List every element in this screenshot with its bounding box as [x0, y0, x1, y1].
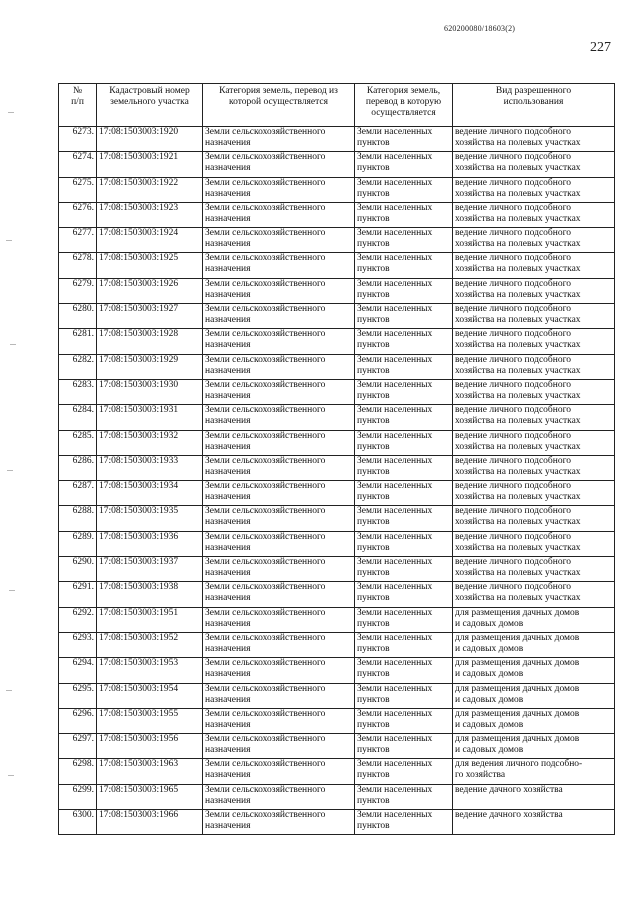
table-row — [59, 810, 615, 835]
to-category: Земли населенных пунктов — [355, 607, 453, 632]
from-category: Земли сельскохозяйственного назначения — [203, 708, 355, 733]
to-category: Земли населенных пунктов — [355, 278, 453, 303]
row-number: 6280. — [59, 304, 97, 329]
to-category: Земли населенных пунктов — [355, 354, 453, 379]
to-category: Земли населенных пунктов — [355, 582, 453, 607]
table-row — [59, 202, 615, 227]
cadastral-number: 17:08:1503003:1934 — [97, 481, 203, 506]
from-category: Земли сельскохозяйственного назначения — [203, 607, 355, 632]
permitted-use: ведение личного подсобного хозяйства на полевых участках — [453, 152, 615, 177]
row-number: 6292. — [59, 607, 97, 632]
cadastral-number: 17:08:1503003:1930 — [97, 379, 203, 404]
table-row — [59, 329, 615, 354]
row-number: 6273. — [59, 127, 97, 152]
cadastral-number: 17:08:1503003:1933 — [97, 455, 203, 480]
from-category: Земли сельскохозяйственного назначения — [203, 329, 355, 354]
from-category: Земли сельскохозяйственного назначения — [203, 152, 355, 177]
to-category: Земли населенных пунктов — [355, 810, 453, 835]
table-row — [59, 506, 615, 531]
from-category: Земли сельскохозяйственного назначения — [203, 506, 355, 531]
table-body — [59, 127, 615, 835]
to-category: Земли населенных пунктов — [355, 759, 453, 784]
from-category: Земли сельскохозяйственного назначения — [203, 379, 355, 404]
from-category: Земли сельскохозяйственного назначения — [203, 759, 355, 784]
cadastral-number: 17:08:1503003:1938 — [97, 582, 203, 607]
row-number: 6297. — [59, 734, 97, 759]
table-row — [59, 354, 615, 379]
to-category: Земли населенных пунктов — [355, 253, 453, 278]
row-number: 6284. — [59, 405, 97, 430]
table-row — [59, 304, 615, 329]
permitted-use: ведение дачного хозяйства — [453, 784, 615, 809]
table-header-row — [59, 84, 615, 127]
row-number: 6279. — [59, 278, 97, 303]
table-row — [59, 708, 615, 733]
row-number: 6287. — [59, 481, 97, 506]
cadastral-number: 17:08:1503003:1931 — [97, 405, 203, 430]
to-category: Земли населенных пунктов — [355, 379, 453, 404]
permitted-use: ведение личного подсобного хозяйства на полевых участках — [453, 304, 615, 329]
row-number: 6277. — [59, 228, 97, 253]
table-row — [59, 228, 615, 253]
to-category: Земли населенных пунктов — [355, 177, 453, 202]
cadastral-number: 17:08:1503003:1924 — [97, 228, 203, 253]
row-number: 6281. — [59, 329, 97, 354]
table-row — [59, 455, 615, 480]
permitted-use: ведение личного подсобного хозяйства на полевых участках — [453, 531, 615, 556]
to-category: Земли населенных пунктов — [355, 152, 453, 177]
cadastral-number: 17:08:1503003:1927 — [97, 304, 203, 329]
table-row — [59, 658, 615, 683]
table-row — [59, 177, 615, 202]
from-category: Земли сельскохозяйственного назначения — [203, 810, 355, 835]
permitted-use: для размещения дачных домов и садовых домов — [453, 607, 615, 632]
cadastral-number: 17:08:1503003:1955 — [97, 708, 203, 733]
to-category: Земли населенных пунктов — [355, 127, 453, 152]
row-number: 6299. — [59, 784, 97, 809]
permitted-use: ведение личного подсобного хозяйства на полевых участках — [453, 278, 615, 303]
table-row — [59, 734, 615, 759]
to-category: Земли населенных пунктов — [355, 683, 453, 708]
permitted-use: для размещения дачных домов и садовых домов — [453, 708, 615, 733]
cadastral-number: 17:08:1503003:1963 — [97, 759, 203, 784]
table-row — [59, 683, 615, 708]
cadastral-number: 17:08:1503003:1928 — [97, 329, 203, 354]
cadastral-number: 17:08:1503003:1954 — [97, 683, 203, 708]
to-category: Земли населенных пунктов — [355, 658, 453, 683]
row-number: 6296. — [59, 708, 97, 733]
row-number: 6298. — [59, 759, 97, 784]
row-number: 6282. — [59, 354, 97, 379]
from-category: Земли сельскохозяйственного назначения — [203, 734, 355, 759]
row-number: 6285. — [59, 430, 97, 455]
from-category: Земли сельскохозяйственного назначения — [203, 354, 355, 379]
to-category: Земли населенных пунктов — [355, 430, 453, 455]
permitted-use: ведение дачного хозяйства — [453, 810, 615, 835]
cadastral-number: 17:08:1503003:1929 — [97, 354, 203, 379]
permitted-use: ведение личного подсобного хозяйства на полевых участках — [453, 329, 615, 354]
row-number: 6291. — [59, 582, 97, 607]
permitted-use: ведение личного подсобного хозяйства на полевых участках — [453, 127, 615, 152]
row-number: 6293. — [59, 632, 97, 657]
from-category: Земли сельскохозяйственного назначения — [203, 177, 355, 202]
cadastral-number: 17:08:1503003:1956 — [97, 734, 203, 759]
from-category: Земли сельскохозяйственного назначения — [203, 405, 355, 430]
row-number: 6288. — [59, 506, 97, 531]
row-number: 6300. — [59, 810, 97, 835]
to-category: Земли населенных пунктов — [355, 455, 453, 480]
from-category: Земли сельскохозяйственного назначения — [203, 253, 355, 278]
from-category: Земли сельскохозяйственного назначения — [203, 228, 355, 253]
page-number: 227 — [590, 40, 611, 55]
permitted-use: для размещения дачных домов и садовых домов — [453, 632, 615, 657]
from-category: Земли сельскохозяйственного назначения — [203, 557, 355, 582]
permitted-use: для размещения дачных домов и садовых домов — [453, 734, 615, 759]
cadastral-number: 17:08:1503003:1965 — [97, 784, 203, 809]
cadastral-number: 17:08:1503003:1926 — [97, 278, 203, 303]
permitted-use: ведение личного подсобного хозяйства на полевых участках — [453, 481, 615, 506]
from-category: Земли сельскохозяйственного назначения — [203, 683, 355, 708]
permitted-use: ведение личного подсобного хозяйства на полевых участках — [453, 557, 615, 582]
cadastral-number: 17:08:1503003:1952 — [97, 632, 203, 657]
table-row — [59, 582, 615, 607]
to-category: Земли населенных пунктов — [355, 557, 453, 582]
table-row — [59, 531, 615, 556]
header-num: № п/п — [59, 84, 97, 127]
document-id: 620200080/18603(2) — [444, 24, 516, 33]
to-category: Земли населенных пунктов — [355, 329, 453, 354]
table-row — [59, 430, 615, 455]
row-number: 6294. — [59, 658, 97, 683]
from-category: Земли сельскохозяйственного назначения — [203, 430, 355, 455]
row-number: 6289. — [59, 531, 97, 556]
cadastral-number: 17:08:1503003:1922 — [97, 177, 203, 202]
table-row — [59, 152, 615, 177]
from-category: Земли сельскохозяйственного назначения — [203, 304, 355, 329]
permitted-use: для размещения дачных домов и садовых домов — [453, 683, 615, 708]
row-number: 6276. — [59, 202, 97, 227]
table-row — [59, 607, 615, 632]
from-category: Земли сельскохозяйственного назначения — [203, 784, 355, 809]
from-category: Земли сельскохозяйственного назначения — [203, 278, 355, 303]
table-row — [59, 481, 615, 506]
from-category: Земли сельскохозяйственного назначения — [203, 582, 355, 607]
to-category: Земли населенных пунктов — [355, 202, 453, 227]
permitted-use: ведение личного подсобного хозяйства на полевых участках — [453, 582, 615, 607]
cadastral-number: 17:08:1503003:1920 — [97, 127, 203, 152]
table-row — [59, 632, 615, 657]
cadastral-number: 17:08:1503003:1951 — [97, 607, 203, 632]
from-category: Земли сельскохозяйственного назначения — [203, 481, 355, 506]
from-category: Земли сельскохозяйственного назначения — [203, 531, 355, 556]
permitted-use: ведение личного подсобного хозяйства на полевых участках — [453, 506, 615, 531]
to-category: Земли населенных пунктов — [355, 734, 453, 759]
from-category: Земли сельскохозяйственного назначения — [203, 127, 355, 152]
row-number: 6295. — [59, 683, 97, 708]
row-number: 6283. — [59, 379, 97, 404]
permitted-use: ведение личного подсобного хозяйства на полевых участках — [453, 430, 615, 455]
header-cadastral-number: Кадастровый номер земельного участка — [97, 84, 203, 127]
row-number: 6278. — [59, 253, 97, 278]
to-category: Земли населенных пунктов — [355, 632, 453, 657]
from-category: Земли сельскохозяйственного назначения — [203, 202, 355, 227]
permitted-use: ведение личного подсобного хозяйства на полевых участках — [453, 177, 615, 202]
land-plots-table — [58, 83, 615, 835]
to-category: Земли населенных пунктов — [355, 784, 453, 809]
table-row — [59, 278, 615, 303]
to-category: Земли населенных пунктов — [355, 481, 453, 506]
permitted-use: ведение личного подсобного хозяйства на полевых участках — [453, 405, 615, 430]
cadastral-number: 17:08:1503003:1921 — [97, 152, 203, 177]
table-row — [59, 784, 615, 809]
to-category: Земли населенных пунктов — [355, 708, 453, 733]
permitted-use: ведение личного подсобного хозяйства на полевых участках — [453, 253, 615, 278]
cadastral-number: 17:08:1503003:1953 — [97, 658, 203, 683]
cadastral-number: 17:08:1503003:1923 — [97, 202, 203, 227]
permitted-use: для ведения личного подсобно- го хозяйства — [453, 759, 615, 784]
from-category: Земли сельскохозяйственного назначения — [203, 632, 355, 657]
table-row — [59, 127, 615, 152]
header-permitted-use: Вид разрешенного использования — [453, 84, 615, 127]
to-category: Земли населенных пунктов — [355, 531, 453, 556]
header-to-category: Категория земель, перевод в которую осуществляется — [355, 84, 453, 127]
row-number: 6274. — [59, 152, 97, 177]
permitted-use: ведение личного подсобного хозяйства на полевых участках — [453, 455, 615, 480]
permitted-use: ведение личного подсобного хозяйства на полевых участках — [453, 228, 615, 253]
cadastral-number: 17:08:1503003:1932 — [97, 430, 203, 455]
from-category: Земли сельскохозяйственного назначения — [203, 455, 355, 480]
from-category: Земли сельскохозяйственного назначения — [203, 658, 355, 683]
cadastral-number: 17:08:1503003:1935 — [97, 506, 203, 531]
table-row — [59, 253, 615, 278]
table-row — [59, 405, 615, 430]
to-category: Земли населенных пунктов — [355, 228, 453, 253]
cadastral-number: 17:08:1503003:1925 — [97, 253, 203, 278]
cadastral-number: 17:08:1503003:1937 — [97, 557, 203, 582]
row-number: 6275. — [59, 177, 97, 202]
header-from-category: Категория земель, перевод из которой осуществляется — [203, 84, 355, 127]
to-category: Земли населенных пунктов — [355, 506, 453, 531]
cadastral-number: 17:08:1503003:1966 — [97, 810, 203, 835]
table-row — [59, 379, 615, 404]
permitted-use: ведение личного подсобного хозяйства на полевых участках — [453, 202, 615, 227]
table-row — [59, 759, 615, 784]
table-row — [59, 557, 615, 582]
row-number: 6290. — [59, 557, 97, 582]
to-category: Земли населенных пунктов — [355, 405, 453, 430]
permitted-use: ведение личного подсобного хозяйства на полевых участках — [453, 379, 615, 404]
permitted-use: ведение личного подсобного хозяйства на полевых участках — [453, 354, 615, 379]
row-number: 6286. — [59, 455, 97, 480]
to-category: Земли населенных пунктов — [355, 304, 453, 329]
permitted-use: для размещения дачных домов и садовых домов — [453, 658, 615, 683]
cadastral-number: 17:08:1503003:1936 — [97, 531, 203, 556]
